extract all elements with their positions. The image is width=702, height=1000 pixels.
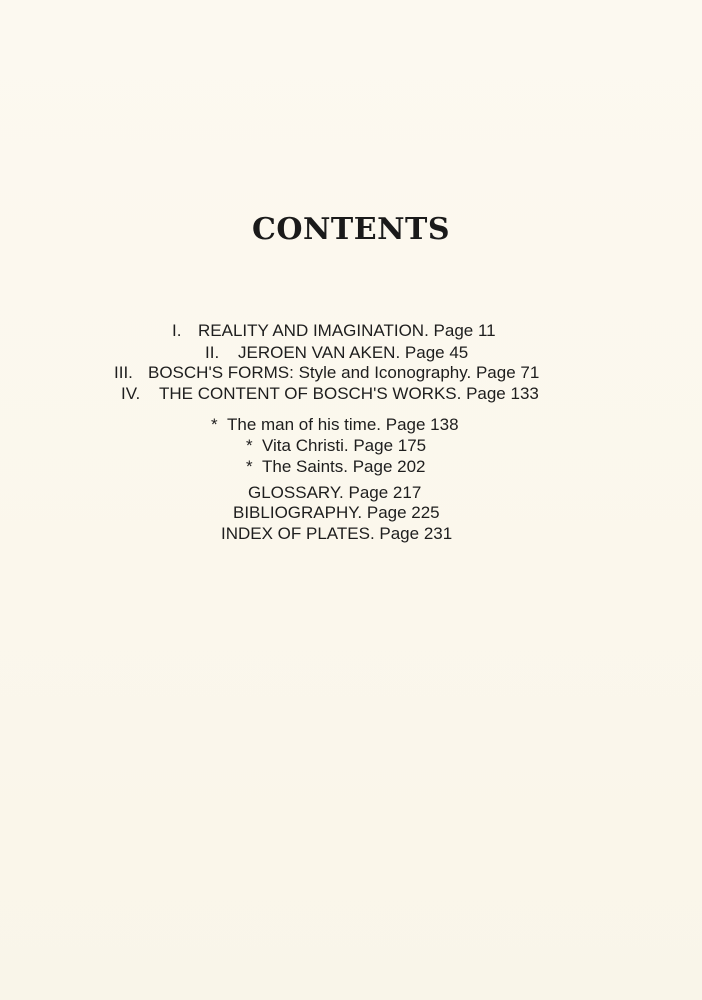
chapter-numeral: III. (114, 363, 133, 382)
toc-glossary: GLOSSARY. Page 217 (248, 483, 422, 502)
toc-chapter-2 (205, 343, 468, 363)
page-title: CONTENTS (251, 212, 451, 247)
chapter-title: BOSCH'S FORMS: Style and Iconography. Page 71 (148, 363, 540, 382)
subsection-title: Vita Christi. Page 175 (262, 436, 427, 455)
toc-subsection-1 (211, 415, 459, 435)
chapter-title: THE CONTENT OF BOSCH'S WORKS. Page 133 (159, 384, 539, 403)
toc-index-of-plates: INDEX OF PLATES. Page 231 (221, 524, 453, 543)
toc-subsection-3 (246, 457, 426, 477)
toc-chapter-4 (121, 384, 539, 404)
toc-bibliography: BIBLIOGRAPHY. Page 225 (233, 503, 440, 522)
subsection-title: The man of his time. Page 138 (227, 415, 459, 434)
asterisk-marker: * (211, 415, 218, 434)
subsection-title: The Saints. Page 202 (262, 457, 426, 476)
chapter-title: JEROEN VAN AKEN. Page 45 (238, 343, 469, 362)
chapter-title: REALITY AND IMAGINATION. Page 11 (198, 321, 496, 340)
asterisk-marker: * (246, 436, 253, 455)
toc-chapter-1 (172, 321, 496, 341)
toc-subsection-2 (246, 436, 426, 456)
asterisk-marker: * (246, 457, 253, 476)
chapter-numeral: IV. (121, 384, 141, 403)
toc-chapter-3 (114, 363, 539, 383)
chapter-numeral: I. (172, 321, 182, 340)
chapter-numeral: II. (205, 343, 220, 362)
